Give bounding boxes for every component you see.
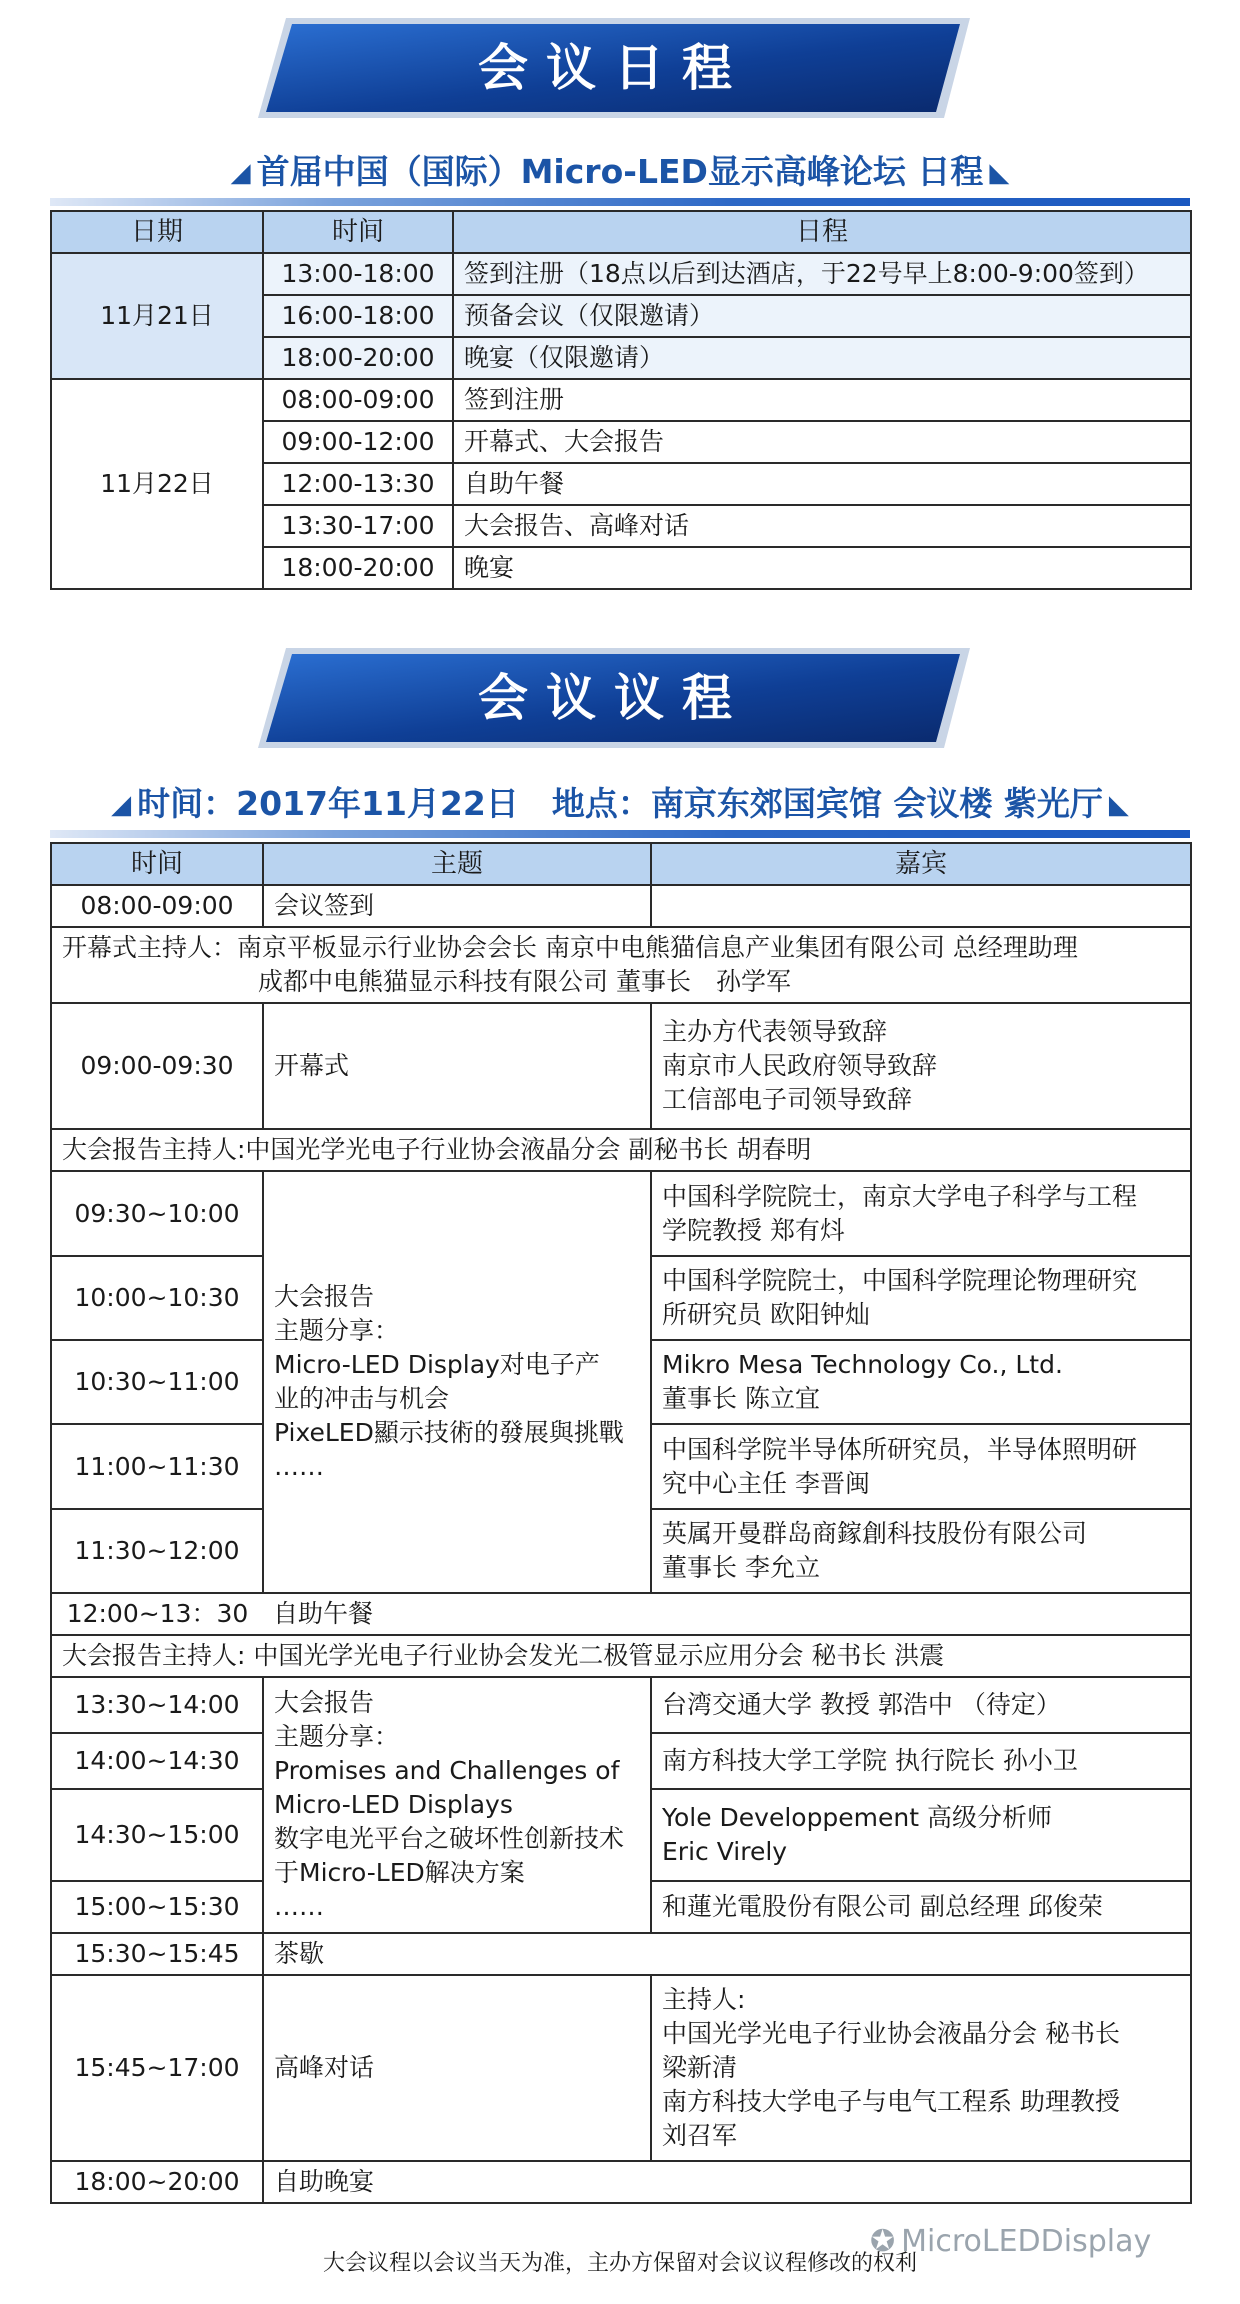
- table-header-row: [51, 211, 1191, 253]
- topic-line: 大会报告: [274, 1688, 375, 1717]
- host-cell: 大会报告主持人: 中国光学光电子行业协会发光二极管显示应用分会 秘书长 洪震: [51, 1635, 1191, 1677]
- topic-line: 于Micro-LED解决方案: [274, 1858, 525, 1887]
- topic-cell: 茶歇: [263, 1933, 1191, 1975]
- left-triangle-icon: ◢: [111, 790, 132, 820]
- date-cell: 11月21日: [51, 253, 263, 379]
- table-row: [51, 1171, 1191, 1256]
- table-row: [51, 885, 1191, 927]
- header-time: 时间: [263, 211, 453, 253]
- table-row: [51, 1593, 1191, 1635]
- divider-rule: [50, 198, 1190, 206]
- guest-line: 所研究员 欧阳钟灿: [662, 1300, 870, 1329]
- host-row: [51, 1635, 1191, 1677]
- host-line: 开幕式主持人：南京平板显示行业协会会长 南京中电熊猫信息产业集团有限公司 总经理助理: [62, 933, 1078, 962]
- time-cell: 11:30~12:00: [51, 1509, 263, 1593]
- agenda-subtitle-text: 时间：2017年11月22日 地点：南京东郊国宾馆 会议楼 紫光厅: [137, 784, 1103, 823]
- guest-cell: [651, 1975, 1191, 2161]
- guest-line: 中国科学院半导体所研究员，半导体照明研: [662, 1434, 1138, 1464]
- guest-cell: [651, 1509, 1191, 1593]
- topic-line: 数字电光平台之破坏性创新技术: [274, 1824, 625, 1853]
- header-topic: 主题: [263, 843, 651, 885]
- event-cell: 签到注册（18点以后到达酒店，于22号早上8:00-9:00签到）: [453, 253, 1191, 295]
- header-guest: 嘉宾: [651, 843, 1191, 885]
- event-cell: 自助午餐: [453, 463, 1191, 505]
- time-cell: 09:00-09:30: [51, 1003, 263, 1129]
- topic-line: PixeLED顯示技術的發展與挑戰: [274, 1418, 624, 1447]
- guest-line: 中国科学院院士，南京大学电子科学与工程: [662, 1181, 1138, 1211]
- guest-cell: [651, 1424, 1191, 1509]
- agenda-table: [50, 842, 1192, 2204]
- table-row: [51, 1677, 1191, 1733]
- time-cell: 18:00~20:00: [51, 2161, 263, 2203]
- topic-cell: 会议签到: [263, 885, 651, 927]
- topic-line: 业的冲击与机会: [274, 1384, 450, 1413]
- topic-line: 主题分享：: [274, 1722, 400, 1751]
- guest-cell: 台湾交通大学 教授 郭浩中 （待定）: [651, 1677, 1191, 1733]
- guest-cell: [651, 885, 1191, 927]
- time-cell: 08:00-09:00: [51, 885, 263, 927]
- host-cell: 大会报告主持人:中国光学光电子行业协会液晶分会 副秘书长 胡春明: [51, 1129, 1191, 1171]
- event-cell: 签到注册: [453, 379, 1191, 421]
- topic-cell: [263, 1171, 651, 1593]
- time-cell: 15:00~15:30: [51, 1881, 263, 1933]
- time-cell: 14:00~14:30: [51, 1733, 263, 1789]
- guest-line: 南京市人民政府领导致辞: [662, 1051, 938, 1080]
- topic-line: Micro-LED Display对电子产: [274, 1350, 600, 1379]
- time-cell: 10:00~10:30: [51, 1256, 263, 1340]
- time-cell: 09:30~10:00: [51, 1171, 263, 1256]
- header-date: 日期: [51, 211, 263, 253]
- guest-line: 主办方代表领导致辞: [662, 1017, 888, 1046]
- table-row: [51, 2161, 1191, 2203]
- guest-line: Mikro Mesa Technology Co., Ltd.: [662, 1350, 1063, 1379]
- topic-line: 大会报告: [274, 1282, 375, 1311]
- schedule-subtitle-text: 首届中国（国际）Micro-LED显示高峰论坛 日程: [256, 152, 984, 191]
- table-row: [51, 379, 1191, 421]
- guest-line: 英属开曼群岛商鎵創科技股份有限公司: [662, 1519, 1088, 1548]
- time-cell: 12:00~13：30: [51, 1593, 263, 1635]
- guest-line: 学院教授 郑有炓: [662, 1215, 845, 1245]
- time-cell: 18:00-20:00: [263, 547, 453, 589]
- event-cell: 开幕式、大会报告: [453, 421, 1191, 463]
- banner-title: 会议日程: [478, 39, 750, 97]
- guest-line: 梁新清: [662, 2053, 738, 2082]
- guest-line: 中国光学光电子行业协会液晶分会 秘书长: [662, 2019, 1120, 2048]
- date-cell: 11月22日: [51, 379, 263, 589]
- time-cell: 16:00-18:00: [263, 295, 453, 337]
- guest-line: 工信部电子司领导致辞: [662, 1085, 913, 1114]
- time-cell: 15:45~17:00: [51, 1975, 263, 2161]
- guest-line: 刘召军: [662, 2121, 738, 2150]
- guest-line: 南方科技大学电子与电气工程系 助理教授: [662, 2087, 1120, 2116]
- wechat-icon: ✪: [870, 2224, 896, 2259]
- divider-rule: [50, 830, 1190, 838]
- time-cell: 15:30~15:45: [51, 1933, 263, 1975]
- schedule-table: [50, 210, 1192, 590]
- guest-cell: [651, 1340, 1191, 1424]
- host-row: [51, 1129, 1191, 1171]
- topic-cell: [263, 1677, 651, 1933]
- time-cell: 14:30~15:00: [51, 1789, 263, 1881]
- guest-line: 究中心主任 李晋闽: [662, 1468, 870, 1498]
- watermark: [870, 2224, 1151, 2259]
- time-cell: 18:00-20:00: [263, 337, 453, 379]
- right-triangle-icon: ◣: [989, 158, 1010, 188]
- guest-line: 董事长 李允立: [662, 1553, 820, 1582]
- guest-line: 中国科学院院士，中国科学院理论物理研究: [662, 1266, 1138, 1295]
- topic-line: 主题分享：: [274, 1316, 400, 1345]
- topic-cell: 自助午餐: [263, 1593, 1191, 1635]
- time-cell: 09:00-12:00: [263, 421, 453, 463]
- table-row: [51, 1003, 1191, 1129]
- guest-cell: [651, 1789, 1191, 1881]
- topic-cell: 高峰对话: [263, 1975, 651, 2161]
- event-cell: 晚宴（仅限邀请）: [453, 337, 1191, 379]
- event-cell: 大会报告、高峰对话: [453, 505, 1191, 547]
- event-cell: 晚宴: [453, 547, 1191, 589]
- time-cell: 12:00-13:30: [263, 463, 453, 505]
- header-time: 时间: [51, 843, 263, 885]
- guest-cell: [651, 1256, 1191, 1340]
- right-triangle-icon: ◣: [1108, 790, 1129, 820]
- left-triangle-icon: ◢: [230, 158, 251, 188]
- topic-line: Promises and Challenges of: [274, 1756, 620, 1785]
- guest-line: 董事长 陈立宜: [662, 1384, 820, 1413]
- host-row: [51, 927, 1191, 1003]
- host-line: 成都中电熊猫显示科技有限公司 董事长 孙学军: [258, 967, 791, 996]
- footer-note: 大会议程以会议当天为准，主办方保留对会议议程修改的权利: [322, 2251, 917, 2276]
- table-row: [51, 253, 1191, 295]
- guest-cell: [651, 1171, 1191, 1256]
- guest-line: Eric Virely: [662, 1837, 788, 1866]
- header-event: 日程: [453, 211, 1191, 253]
- event-cell: 预备会议（仅限邀请）: [453, 295, 1191, 337]
- time-cell: 08:00-09:00: [263, 379, 453, 421]
- schedule-subtitle: [50, 146, 1190, 193]
- table-row: [51, 1933, 1191, 1975]
- topic-line: ……: [274, 1892, 324, 1921]
- banner-agenda: [258, 646, 970, 750]
- host-cell: [51, 927, 1191, 1003]
- banner-title: 会议议程: [478, 669, 750, 727]
- time-cell: 13:00-18:00: [263, 253, 453, 295]
- topic-line: ……: [274, 1452, 324, 1481]
- table-header-row: [51, 843, 1191, 885]
- guest-cell: 和蓮光電股份有限公司 副总经理 邱俊荣: [651, 1881, 1191, 1933]
- agenda-subtitle: [50, 778, 1190, 825]
- time-cell: 13:30-17:00: [263, 505, 453, 547]
- guest-cell: 南方科技大学工学院 执行院长 孙小卫: [651, 1733, 1191, 1789]
- time-cell: 10:30~11:00: [51, 1340, 263, 1424]
- time-cell: 11:00~11:30: [51, 1424, 263, 1509]
- topic-cell: 开幕式: [263, 1003, 651, 1129]
- topic-line: Micro-LED Displays: [274, 1790, 513, 1819]
- topic-cell: 自助晚宴: [263, 2161, 1191, 2203]
- guest-line: 主持人:: [662, 1985, 746, 2014]
- table-row: [51, 1975, 1191, 2161]
- time-cell: 13:30~14:00: [51, 1677, 263, 1733]
- guest-line: Yole Developpement 高级分析师: [662, 1803, 1053, 1832]
- guest-cell: [651, 1003, 1191, 1129]
- watermark-text: MicroLEDDisplay: [901, 2224, 1152, 2259]
- banner-schedule: [258, 16, 970, 120]
